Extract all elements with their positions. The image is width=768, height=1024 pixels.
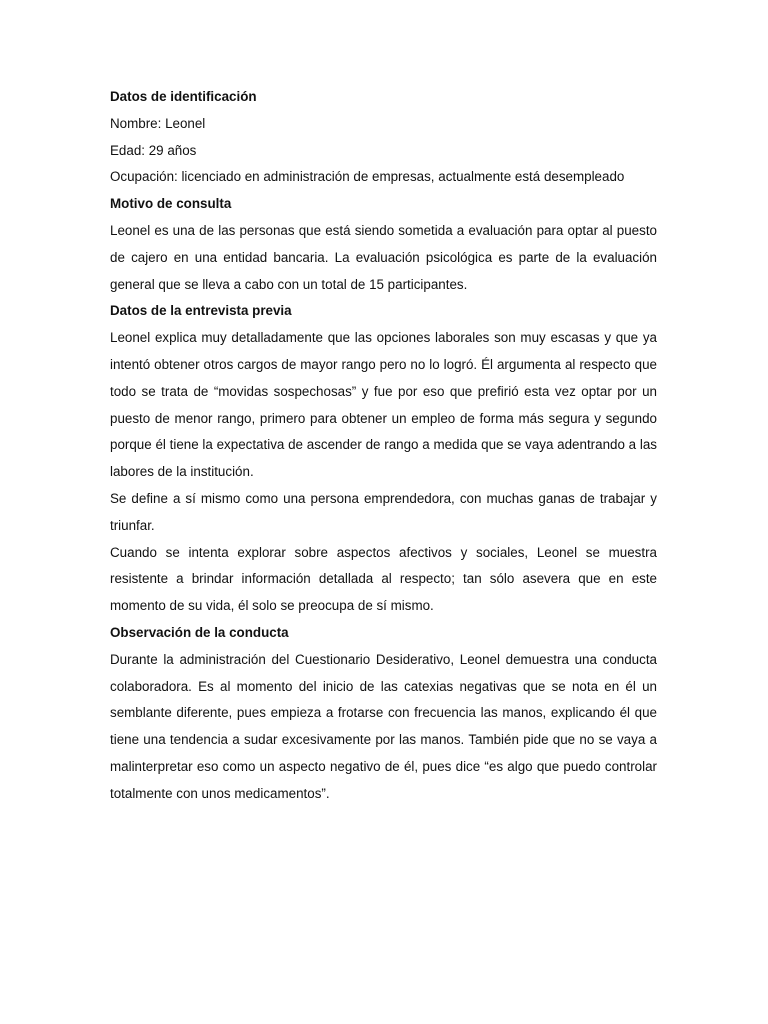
interview-paragraph-1: Leonel explica muy detalladamente que las opciones laborales son muy escasas y que ya intentó obtener otros cargos de mayor rango pero no lo logró. Él argumenta al respecto que todo se trata de “movidas sospechosas” y fue por eso que prefirió esta vez optar por un puesto de menor rango, primero para obtener un empleo de forma más segura y segundo porque él tiene la expectativa de ascender de rango a medida que se vaya adentrando a las labores de la institución. <box>110 330 657 480</box>
document-page <box>110 84 657 808</box>
age-line: Edad: 29 años <box>110 142 197 158</box>
interview-paragraph-2: Se define a sí mismo como una persona emprendedora, con muchas ganas de trabajar y triunfar. <box>110 490 657 533</box>
reason-paragraph: Leonel es una de las personas que está siendo sometida a evaluación para optar al puesto de cajero en una entidad bancaria. La evaluación psicológica es parte de la evaluación general que se lleva a cabo con un total de 15 participantes. <box>110 222 657 292</box>
interview-paragraph-3: Cuando se intenta explorar sobre aspectos afectivos y sociales, Leonel se muestra resistente a brindar información detallada al respecto; tan sólo asevera que en este momento de su vida, él solo se preocupa de sí mismo. <box>110 544 657 614</box>
reason-heading: Motivo de consulta <box>110 196 232 212</box>
observation-heading: Observación de la conducta <box>110 624 289 640</box>
observation-paragraph: Durante la administración del Cuestionario Desiderativo, Leonel demuestra una conducta colaboradora. Es al momento del inicio de las catexias negativas que se nota en él un semblante diferente, pues empieza a frotarse con frecuencia las manos, explicando él que tiene una tendencia a sudar excesivamente por las manos. También pide que no se vaya a malinterpretar eso como un aspecto negativo de él, pues dice “es algo que puedo controlar totalmente con unos medicamentos”. <box>110 651 657 801</box>
interview-heading: Datos de la entrevista previa <box>110 303 292 319</box>
identification-heading: Datos de identificación <box>110 89 257 104</box>
name-line: Nombre: Leonel <box>110 115 206 131</box>
occupation-line: Ocupación: licenciado en administración de empresas, actualmente está desempleado <box>110 169 625 185</box>
